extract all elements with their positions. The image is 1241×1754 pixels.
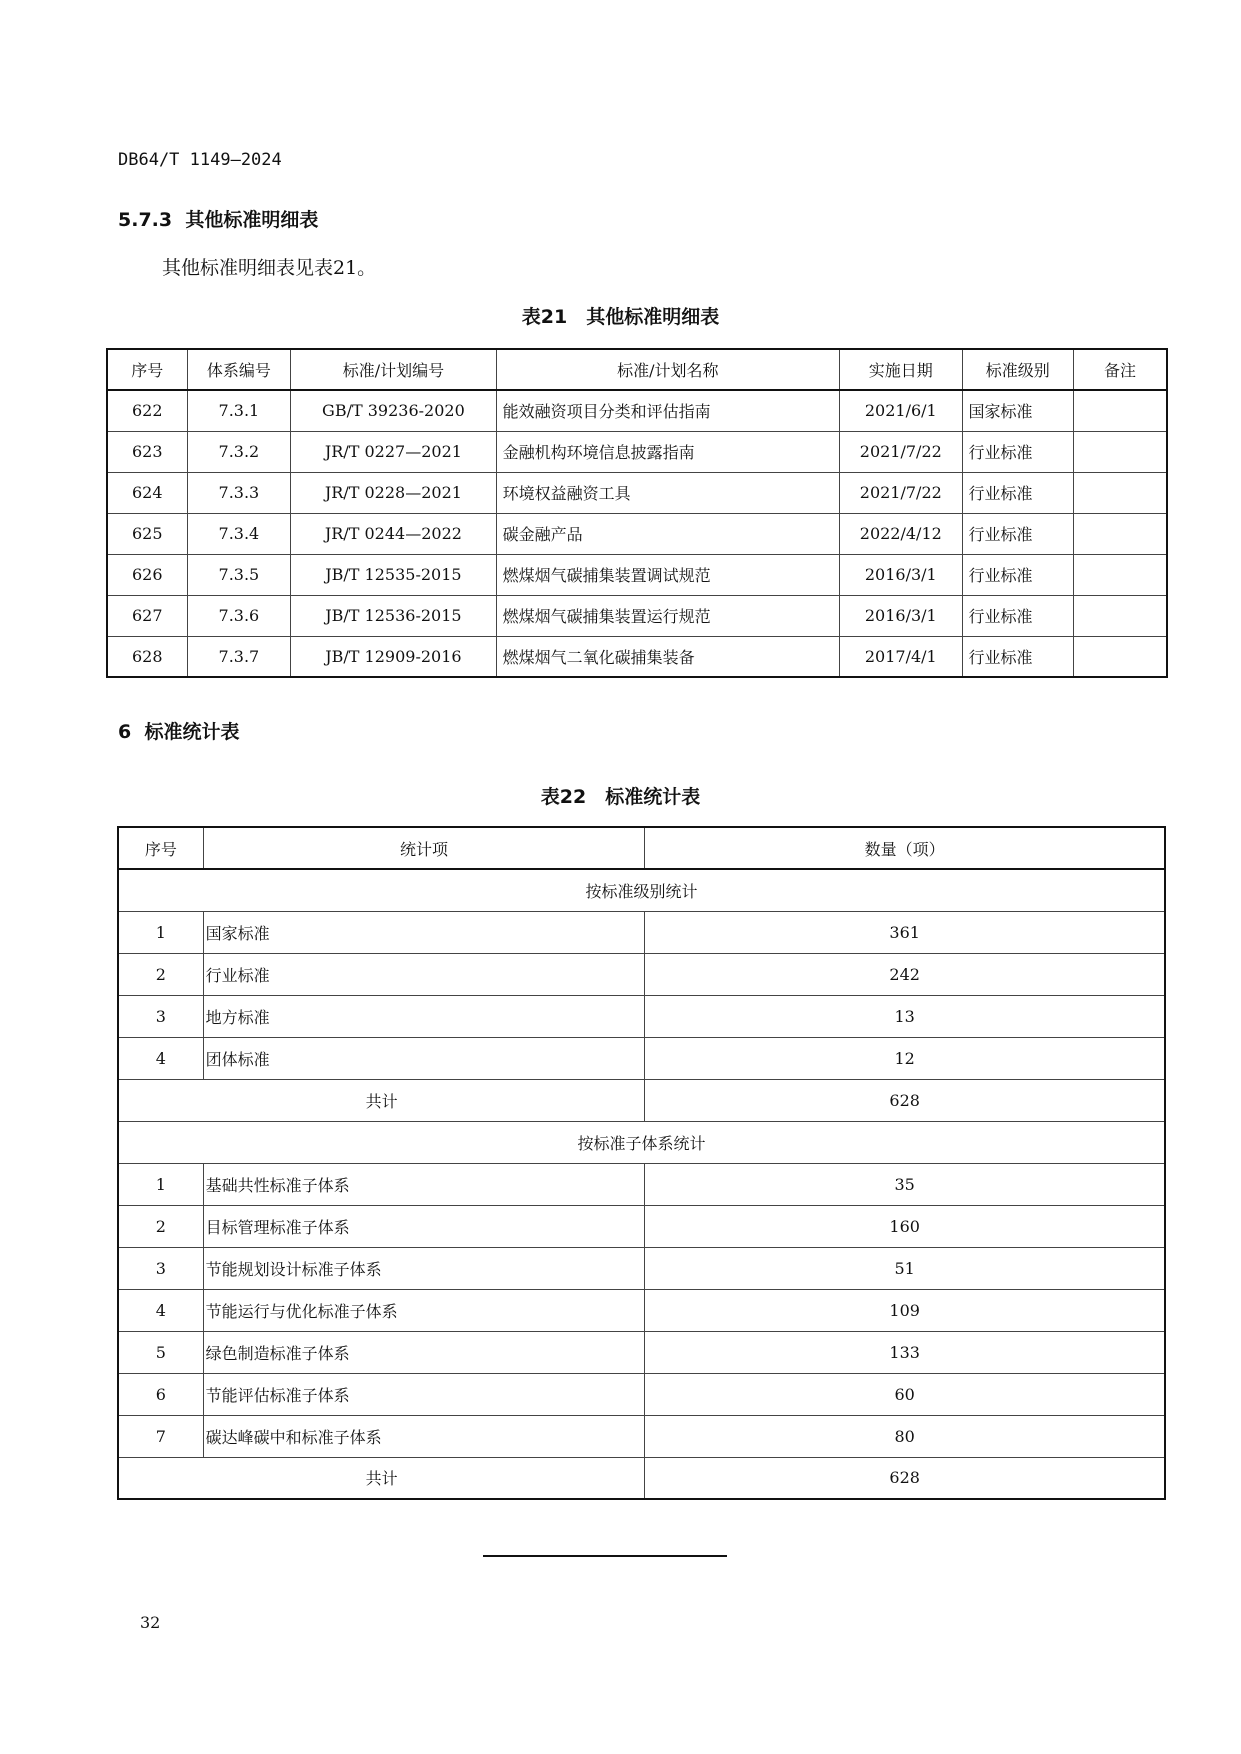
- table-cell: 80: [645, 1415, 1165, 1457]
- column-header: 数量（项）: [645, 827, 1165, 869]
- table-cell: [1074, 472, 1167, 513]
- total-label: 共计: [118, 1079, 645, 1121]
- table-cell: JB/T 12909-2016: [291, 636, 496, 677]
- table-cell: 燃煤烟气碳捕集装置运行规范: [496, 595, 839, 636]
- table-cell: 361: [645, 911, 1165, 953]
- group-row: [118, 1121, 1165, 1163]
- table-row: [107, 636, 1167, 677]
- table-cell: 1: [118, 1163, 203, 1205]
- table-cell: [1074, 431, 1167, 472]
- table-cell: 行业标准: [962, 472, 1074, 513]
- table-row: [118, 1373, 1165, 1415]
- section-title: 其他标准明细表: [185, 209, 319, 231]
- table-cell: JB/T 12535-2015: [291, 554, 496, 595]
- section-title: 标准统计表: [144, 721, 240, 743]
- table-cell: 国家标准: [962, 390, 1074, 431]
- table21: [106, 348, 1168, 678]
- table-row: [118, 1289, 1165, 1331]
- table-row: [107, 513, 1167, 554]
- table-cell: 60: [645, 1373, 1165, 1415]
- table-cell: 行业标准: [962, 431, 1074, 472]
- table-row: [118, 1415, 1165, 1457]
- total-value: 628: [645, 1457, 1165, 1499]
- table-cell: 目标管理标准子体系: [203, 1205, 645, 1247]
- table-cell: [1074, 636, 1167, 677]
- table-cell: 2016/3/1: [840, 554, 962, 595]
- table-cell: [1074, 595, 1167, 636]
- table-row: [107, 431, 1167, 472]
- total-label: 共计: [118, 1457, 645, 1499]
- group-title: 按标准子体系统计: [118, 1121, 1165, 1163]
- table-cell: 133: [645, 1331, 1165, 1373]
- table-cell: [1074, 390, 1167, 431]
- table-row: [118, 1205, 1165, 1247]
- table-cell: 2017/4/1: [840, 636, 962, 677]
- table-row: [118, 1163, 1165, 1205]
- column-header: 标准/计划名称: [496, 349, 839, 390]
- table-cell: 行业标准: [962, 636, 1074, 677]
- column-header: 统计项: [203, 827, 645, 869]
- page-number: 32: [140, 1613, 161, 1632]
- table-row: [107, 472, 1167, 513]
- table-cell: 4: [118, 1289, 203, 1331]
- table-row: [118, 1247, 1165, 1289]
- table-cell: JR/T 0228—2021: [291, 472, 496, 513]
- table-row: [118, 953, 1165, 995]
- end-line: [483, 1555, 727, 1557]
- table-cell: 2: [118, 1205, 203, 1247]
- table21-caption: 表21 其他标准明细表: [521, 306, 720, 328]
- table-cell: JB/T 12536-2015: [291, 595, 496, 636]
- table-cell: 7.3.3: [187, 472, 291, 513]
- table-row: [107, 390, 1167, 431]
- table-cell: 行业标准: [962, 513, 1074, 554]
- table-cell: 2021/6/1: [840, 390, 962, 431]
- table22: [117, 826, 1166, 1500]
- column-header: 序号: [107, 349, 187, 390]
- table-cell: 4: [118, 1037, 203, 1079]
- section-number: 5.7.3: [118, 209, 173, 231]
- table-cell: 团体标准: [203, 1037, 645, 1079]
- table-cell: [1074, 554, 1167, 595]
- table-header-row: [107, 349, 1167, 390]
- section-number: 6: [118, 721, 132, 743]
- table-cell: 3: [118, 995, 203, 1037]
- table-row: [118, 995, 1165, 1037]
- table-cell: 环境权益融资工具: [496, 472, 839, 513]
- table-cell: 13: [645, 995, 1165, 1037]
- table-cell: [1074, 513, 1167, 554]
- table-cell: 622: [107, 390, 187, 431]
- table-header-row: [118, 827, 1165, 869]
- table-cell: 627: [107, 595, 187, 636]
- table-cell: 2021/7/22: [840, 431, 962, 472]
- total-row: [118, 1457, 1165, 1499]
- group-title: 按标准级别统计: [118, 869, 1165, 911]
- table-cell: 6: [118, 1373, 203, 1415]
- table-cell: 625: [107, 513, 187, 554]
- table22-caption: 表22 标准统计表: [540, 786, 701, 808]
- total-row: [118, 1079, 1165, 1121]
- table-cell: 628: [107, 636, 187, 677]
- table-cell: 1: [118, 911, 203, 953]
- table-cell: 行业标准: [962, 554, 1074, 595]
- table-row: [107, 554, 1167, 595]
- column-header: 标准级别: [962, 349, 1074, 390]
- table-cell: 能效融资项目分类和评估指南: [496, 390, 839, 431]
- table-cell: 碳达峰碳中和标准子体系: [203, 1415, 645, 1457]
- table-cell: 燃煤烟气碳捕集装置调试规范: [496, 554, 839, 595]
- table-cell: 国家标准: [203, 911, 645, 953]
- table-cell: 7.3.7: [187, 636, 291, 677]
- table-cell: 行业标准: [962, 595, 1074, 636]
- table-cell: 3: [118, 1247, 203, 1289]
- table-cell: 624: [107, 472, 187, 513]
- column-header: 备注: [1074, 349, 1167, 390]
- table-cell: 7.3.2: [187, 431, 291, 472]
- table-cell: 7.3.5: [187, 554, 291, 595]
- table-cell: 碳金融产品: [496, 513, 839, 554]
- table-row: [118, 1037, 1165, 1079]
- table-cell: 节能规划设计标准子体系: [203, 1247, 645, 1289]
- table-row: [107, 595, 1167, 636]
- table-cell: 节能运行与优化标准子体系: [203, 1289, 645, 1331]
- column-header: 体系编号: [187, 349, 291, 390]
- table-cell: 金融机构环境信息披露指南: [496, 431, 839, 472]
- section-heading-6: [118, 717, 239, 744]
- table-cell: 51: [645, 1247, 1165, 1289]
- table-cell: 242: [645, 953, 1165, 995]
- table-cell: 5: [118, 1331, 203, 1373]
- table-cell: 绿色制造标准子体系: [203, 1331, 645, 1373]
- column-header: 序号: [118, 827, 203, 869]
- table-cell: 7.3.6: [187, 595, 291, 636]
- table-cell: 623: [107, 431, 187, 472]
- table-row: [118, 911, 1165, 953]
- table-cell: 2: [118, 953, 203, 995]
- table-cell: 109: [645, 1289, 1165, 1331]
- table-cell: 节能评估标准子体系: [203, 1373, 645, 1415]
- table-cell: 燃煤烟气二氧化碳捕集装备: [496, 636, 839, 677]
- table-cell: 7.3.4: [187, 513, 291, 554]
- document-header: DB64/T 1149—2024: [118, 150, 282, 170]
- table-cell: 626: [107, 554, 187, 595]
- section-heading-5-7-3: [118, 205, 318, 232]
- paragraph: 其他标准明细表见表21。: [162, 257, 377, 279]
- table-cell: 基础共性标准子体系: [203, 1163, 645, 1205]
- table-cell: 行业标准: [203, 953, 645, 995]
- total-value: 628: [645, 1079, 1165, 1121]
- table-cell: 160: [645, 1205, 1165, 1247]
- column-header: 实施日期: [840, 349, 962, 390]
- table-cell: 地方标准: [203, 995, 645, 1037]
- table-cell: 35: [645, 1163, 1165, 1205]
- table-cell: 7.3.1: [187, 390, 291, 431]
- table-cell: 2022/4/12: [840, 513, 962, 554]
- table-cell: 12: [645, 1037, 1165, 1079]
- table-row: [118, 1331, 1165, 1373]
- table-cell: GB/T 39236-2020: [291, 390, 496, 431]
- table-cell: 2016/3/1: [840, 595, 962, 636]
- column-header: 标准/计划编号: [291, 349, 496, 390]
- table-cell: 7: [118, 1415, 203, 1457]
- table-cell: JR/T 0227—2021: [291, 431, 496, 472]
- group-row: [118, 869, 1165, 911]
- table-cell: JR/T 0244—2022: [291, 513, 496, 554]
- table-cell: 2021/7/22: [840, 472, 962, 513]
